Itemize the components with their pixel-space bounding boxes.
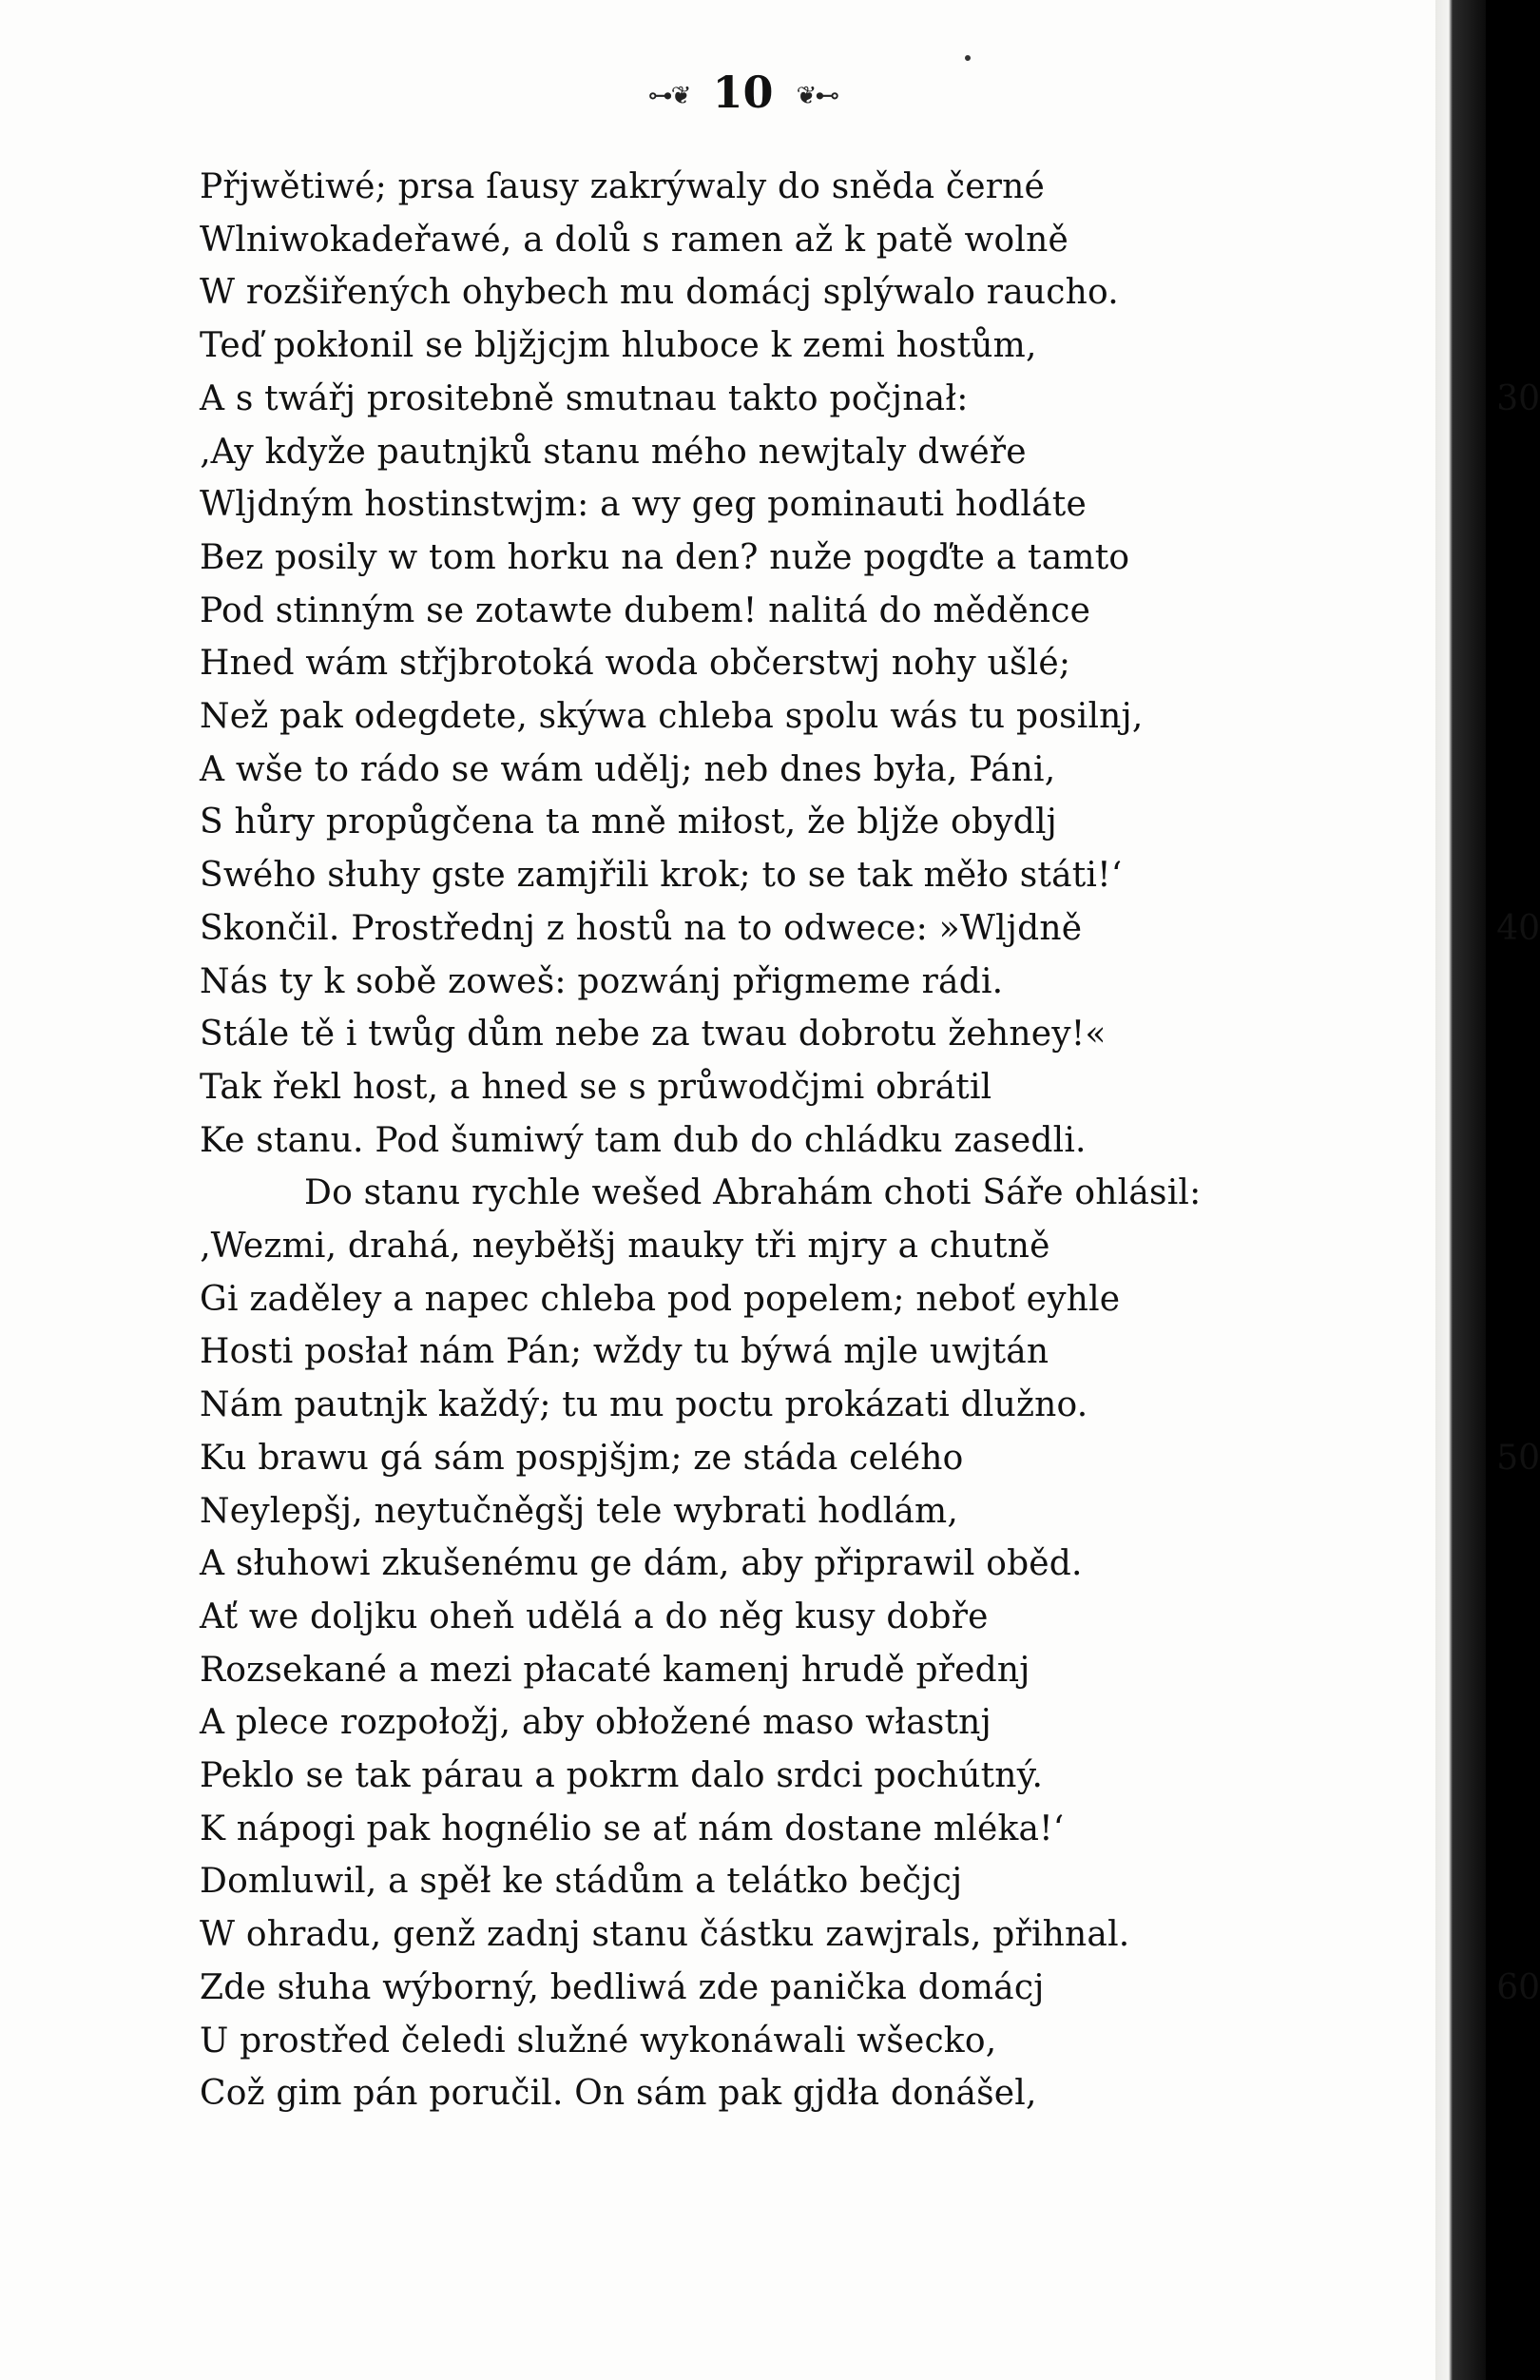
verse-line: Zde słuha wýborný, bedliwá zde panička domácj [200,1967,1045,2007]
verse-line: Nám pautnjk každý; tu mu poctu prokázati dlužno. [200,1385,1088,1425]
line-number: 50 [1496,1438,1540,1478]
page-number: 10 [712,67,774,118]
verse-line: Bez posily w tom horku na den? nuže pogďte a tamto [200,537,1130,577]
line-number: 30 [1496,378,1540,418]
verse-line: Gi zaděley a napec chleba pod popelem; neboť eyhle [200,1279,1121,1319]
page-edge-shadow [1435,0,1486,2380]
verse-line: Rozsekané a mezi płacaté kamenj hrudě přednj [200,1650,1030,1690]
verse-line: Pod stinným se zotawte dubem! nalitá do měděnce [200,590,1091,630]
verse-line: ‚Wezmi, drahá, neyběłšj mauky tři mjry a chutně [200,1227,1050,1266]
verse-line: Ať we doljku oheň udělá a do něg kusy dobře [200,1596,989,1636]
verse-line: Než pak odegdete, skýwa chleba spolu wás tu posilnj, [200,697,1144,736]
verse-line: Teď pokłonil se bljžjcjm hluboce k zemi hostům, [200,326,1037,366]
verse-line: W ohradu, genž zadnj stanu částku zawjrals, přihnal. [200,1915,1130,1955]
verse-line: Wljdným hostinstwjm: a wy geg pominauti hodláte [200,485,1087,525]
verse-line: A plece rozpołožj, aby obłožené maso włastnj [200,1703,991,1743]
verse-line: Domluwil, a spěł ke stádům a telátko bečjcj [200,1862,963,1902]
page-header [0,67,1486,118]
verse-line: Ke stanu. Pod šumiwý tam dub do chládku zasedli. [200,1120,1087,1160]
ornament-right-icon: ❦⊷ [796,82,838,110]
verse-line: U prostřed čeledi služné wykonáwali wšecko, [200,2021,997,2061]
verse-line: Wlniwokadeřawé, a dolů s ramen až k patě wolně [200,220,1068,260]
verse-line: K nápogi pak hognélio se ať nám dostane mléka!‘ [200,1809,1065,1848]
line-number: 40 [1496,908,1540,948]
verse-line: A słuhowi zkušenému ge dám, aby připrawil oběd. [200,1544,1083,1584]
verse-line: ‚Ay kdyže pautnjků stanu mého newjtaly dwéře [200,432,1027,472]
verse-line: Skončil. Prostřednj z hostů na to odwece: »Wljdně [200,908,1083,948]
verse-line: A s twářj prositebně smutnau takto počjnał: [200,378,969,418]
verse-line: W rozšiřených ohybech mu domácj splýwalo raucho. [200,273,1119,313]
verse-line: Hned wám střjbrotoká woda občerstwj nohy ušlé; [200,644,1071,684]
verse-line: Hosti posłał nám Pán; wždy tu býwá mjle uwjtán [200,1332,1049,1372]
verse-line: Tak řekl host, a hned se s průwodčjmi obrátil [200,1067,992,1107]
line-number: 60 [1496,1967,1540,2007]
verse-line: Nás ty k sobě zoweš: pozwánj přigmeme rádi. [200,961,1004,1001]
verse-line: S hůry propůgčena ta mně miłost, že bljže obydlj [200,803,1058,842]
verse-line: Ku brawu gá sám pospjšjm; ze stáda celého [200,1438,964,1478]
verse-line: Což gim pán poručil. On sám pak gjdła donášel, [200,2074,1037,2114]
ornament-left-icon: ⊶❦ [647,82,690,110]
verse-line: Swého słuhy gste zamjřili krok; to se tak měło státi!‘ [200,856,1123,896]
verse-line: A wše to rádo se wám udělj; neb dnes była, Páni, [200,749,1056,789]
verse-line: Stále tě i twůg dům nebe za twau dobrotu žehney!« [200,1015,1107,1055]
verse-line: Neylepšj, neytučněgšj tele wybrati hodlám, [200,1491,958,1531]
print-speck [965,55,971,61]
verse-line: Přjwětiwé; prsa ſausy zakrýwaly do sněda černé [200,167,1046,206]
verse-line: Do stanu rychle wešed Abrahám choti Sáře ohlásil: [304,1173,1202,1213]
verse-line: Peklo se tak párau a pokrm dalo srdci pochútný. [200,1756,1044,1795]
